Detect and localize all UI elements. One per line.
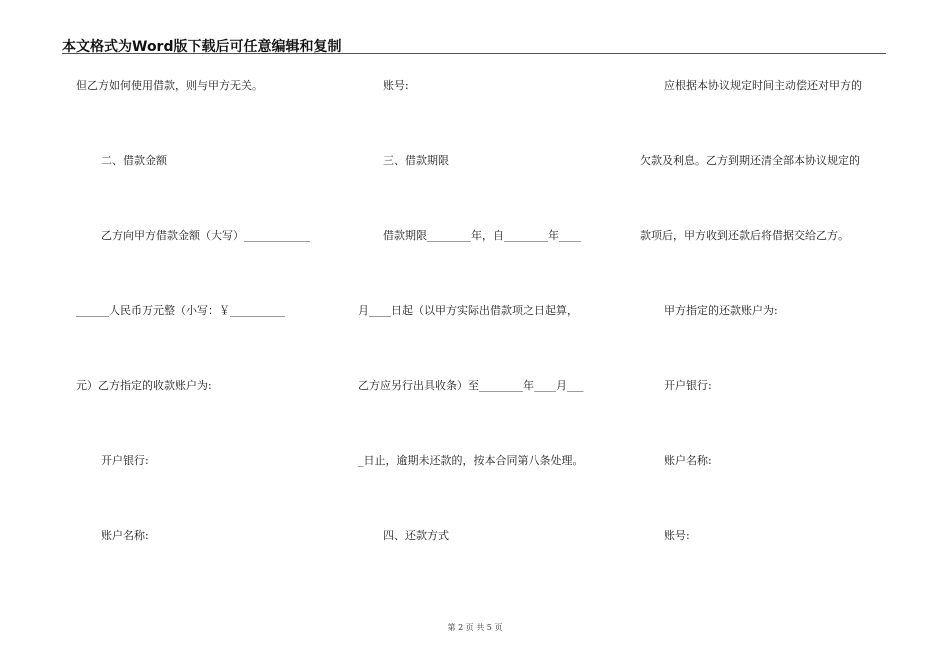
- text-line: 账户名称:: [101, 529, 149, 542]
- text-line: 应根据本协议规定时间主动偿还对甲方的: [664, 79, 862, 92]
- text-line: ______人民币万元整（小写：￥__________: [76, 304, 285, 317]
- text-line: 甲方指定的还款账户为:: [664, 304, 778, 317]
- text-line: 款项后，甲方收到还款后将借据交给乙方。: [640, 229, 849, 242]
- section-heading: 三、借款期限: [383, 154, 449, 167]
- text-line: 账号:: [383, 79, 409, 92]
- document-header-title: 本文格式为Word版下载后可任意编辑和复制: [62, 39, 342, 55]
- text-line: 欠款及利息。乙方到期还清全部本协议规定的: [640, 154, 860, 167]
- text-line: 账号:: [664, 529, 690, 542]
- text-line: 乙方向甲方借款金额（大写）____________: [101, 229, 310, 242]
- text-line: 乙方应另行出具收条）至________年____月___: [358, 379, 584, 392]
- text-line: 元）乙方指定的收款账户为:: [76, 379, 212, 392]
- text-line: 月____日起（以甲方实际出借款项之日起算，: [358, 304, 578, 317]
- text-line: 账户名称:: [664, 454, 712, 467]
- text-line: _日止，逾期未还款的，按本合同第八条处理。: [358, 454, 584, 467]
- text-line: 借款期限________年，自________年____: [383, 229, 581, 242]
- page-number: 第 2 页 共 5 页: [447, 623, 503, 632]
- text-line: 开户银行:: [101, 454, 149, 467]
- section-heading: 四、还款方式: [383, 529, 449, 542]
- section-heading: 二、借款金额: [101, 154, 167, 167]
- text-line: 开户银行:: [664, 379, 712, 392]
- text-line: 但乙方如何使用借款，则与甲方无关。: [76, 79, 263, 92]
